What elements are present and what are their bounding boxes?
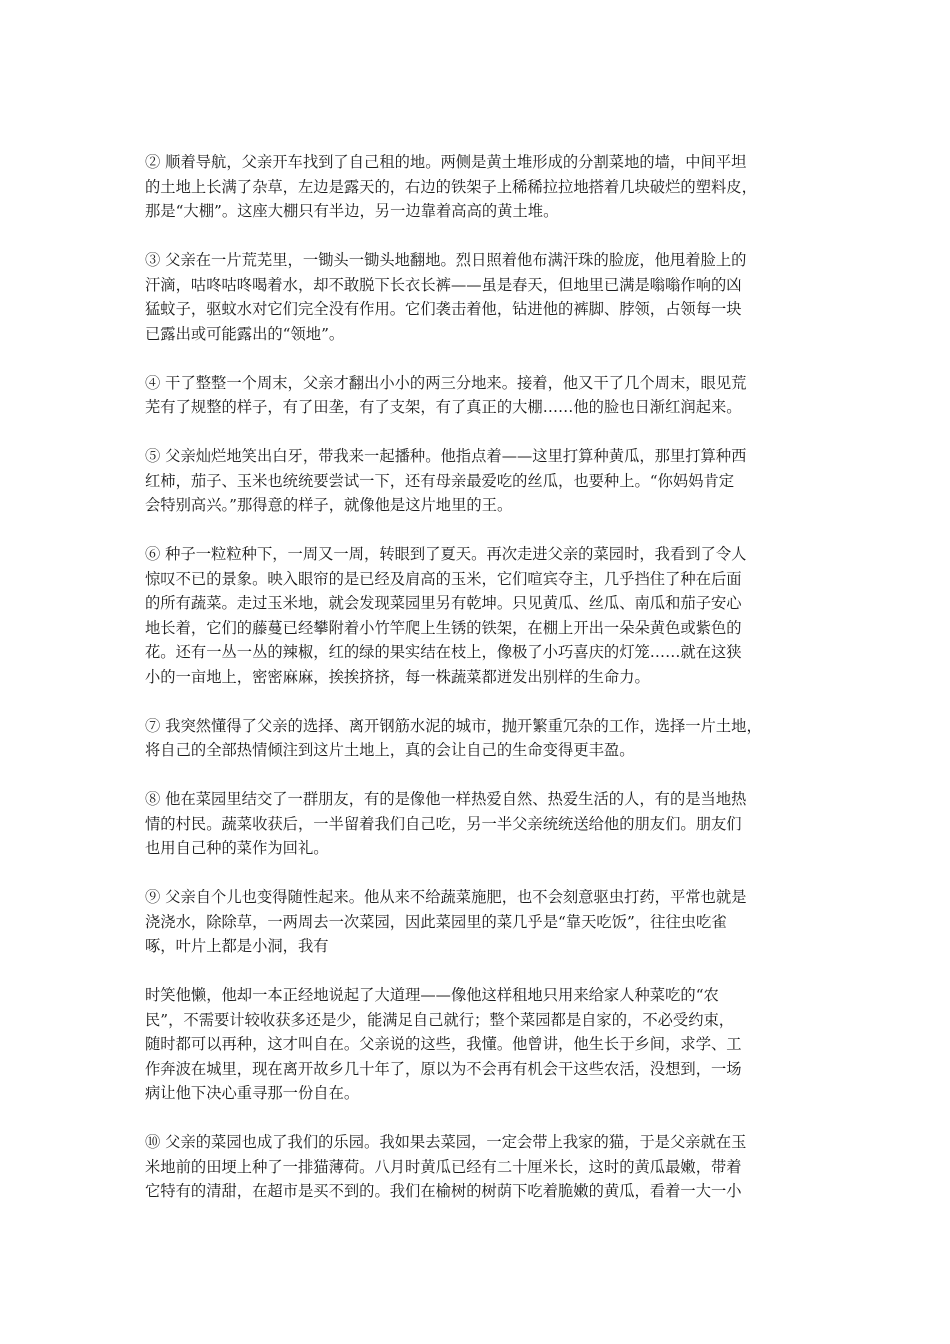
- text-line: 随时都可以再种，这才叫自在。父亲说的这些，我懂。他曾讲，他生长于乡间，求学、工: [145, 1035, 742, 1053]
- text-line: 已露出或可能露出的“领地”。: [145, 324, 345, 343]
- paragraph-9-continued: [145, 983, 810, 1106]
- text-line: 芜有了规整的样子，有了田垄，有了支架，有了真正的大棚……他的脸也日渐红润起来。: [145, 398, 742, 416]
- text-line: 作奔波在城里，现在离开故乡几十年了，原以为不会再有机会干这些农活，没想到，一场: [145, 1059, 742, 1078]
- text-line: ⑥ 种子一粒粒种下，一周又一周，转眼到了夏天。再次走进父亲的菜园时，我看到了令人: [145, 545, 747, 563]
- text-line: 将自己的全部热情倾注到这片土地上，真的会让自己的生命变得更丰盈。: [145, 741, 635, 759]
- text-line: 民”，不需要计较收获多还是少，能满足自己就行；整个菜园都是自家的，不必受约束，: [145, 1010, 735, 1029]
- text-line: 浇浇水，除除草，一两周去一次菜园，因此菜园里的菜几乎是“靠天吃饭”，往往虫吃雀: [145, 912, 727, 931]
- paragraph-8: [145, 787, 810, 861]
- text-line: 情的村民。蔬菜收获后，一半留着我们自己吃，另一半父亲统统送给他的朋友们。朋友们: [145, 814, 742, 833]
- paragraph-2: [145, 150, 810, 224]
- article-body: [145, 150, 810, 1228]
- text-line: 的土地上长满了杂草，左边是露天的，右边的铁架子上稀稀拉拉地搭着几块破烂的塑料皮，: [145, 177, 757, 196]
- text-line: ④ 干了整整一个周末，父亲才翻出小小的两三分地来。接着，他又干了几个周末，眼见荒: [145, 373, 747, 392]
- text-line: 它特有的清甜，在超市是买不到的。我们在榆树的树荫下吃着脆嫩的黄瓜，看着一大一小: [145, 1182, 742, 1200]
- text-line: 惊叹不已的景象。映入眼帘的是已经及肩高的玉米，它们喧宾夺主，几乎挡住了种在后面: [145, 569, 742, 588]
- paragraph-9: [145, 885, 810, 959]
- text-line: 汗滴，咕咚咕咚喝着水，却不敢脱下长衣长裤——虽是春天，但地里已满是嗡嗡作响的凶: [145, 275, 742, 294]
- text-line: 啄，叶片上都是小洞，我有: [145, 937, 329, 955]
- text-line: 红柿，茄子、玉米也统统要尝试一下，还有母亲最爱吃的丝瓜，也要种上。“你妈妈肯定: [145, 471, 735, 490]
- text-line: 病让他下决心重寻那一份自在。: [145, 1084, 360, 1102]
- text-line: ⑨ 父亲自个儿也变得随性起来。他从来不给蔬菜施肥，也不会刻意驱虫打药，平常也就是: [145, 888, 747, 906]
- paragraph-3: [145, 248, 810, 346]
- text-line: 的所有蔬菜。走过玉米地，就会发现菜园里另有乾坤。只见黄瓜、丝瓜、南瓜和茄子安心: [145, 594, 742, 612]
- text-line: 花。还有一丛一丛的辣椒，红的绿的果实结在枝上，像极了小巧喜庆的灯笼……就在这狭: [145, 643, 742, 661]
- text-line: ③ 父亲在一片荒芜里，一锄头一锄头地翻地。烈日照着他布满汗珠的脸庞，他甩着脸上的: [145, 251, 747, 269]
- text-line: ⑦ 我突然懂得了父亲的选择、离开钢筋水泥的城市，抛开繁重冗杂的工作，选择一片土地，: [145, 716, 762, 735]
- paragraph-10: [145, 1130, 810, 1204]
- text-line: ⑤ 父亲灿烂地笑出白牙，带我来一起播种。他指点着——这里打算种黄瓜，那里打算种西: [145, 447, 747, 465]
- text-line: 也用自己种的菜作为回礼。: [145, 839, 329, 857]
- paragraph-6: [145, 542, 810, 689]
- text-line: ⑩ 父亲的菜园也成了我们的乐园。我如果去菜园，一定会带上我家的猫，于是父亲就在玉: [145, 1133, 747, 1151]
- text-line: 小的一亩地上，密密麻麻，挨挨挤挤，每一株蔬菜都迸发出别样的生命力。: [145, 667, 650, 686]
- text-line: 那是“大棚”。这座大棚只有半边，另一边靠着高高的黄土堆。: [145, 202, 559, 220]
- text-line: 猛蚊子，驱蚊水对它们完全没有作用。它们袭击着他，钻进他的裤脚、脖领，占领每一块: [145, 300, 742, 318]
- text-line: 米地前的田埂上种了一排猫薄荷。八月时黄瓜已经有二十厘米长，这时的黄瓜最嫩，带着: [145, 1157, 742, 1176]
- text-line: ② 顺着导航，父亲开车找到了自己租的地。两侧是黄土堆形成的分割菜地的墙，中间平坦: [145, 153, 747, 171]
- text-line: ⑧ 他在菜园里结交了一群朋友，有的是像他一样热爱自然、热爱生活的人，有的是当地热: [145, 790, 747, 808]
- paragraph-7: [145, 714, 810, 763]
- text-line: 地长着，它们的藤蔓已经攀附着小竹竿爬上生锈的铁架，在棚上开出一朵朵黄色或紫色的: [145, 618, 742, 637]
- text-line: 会特别高兴。”那得意的样子，就像他是这片地里的王。: [145, 496, 513, 514]
- paragraph-4: [145, 371, 810, 420]
- text-line: 时笑他懒，他却一本正经地说起了大道理——像他这样租地只用来给家人种菜吃的“农: [145, 986, 719, 1004]
- paragraph-5: [145, 444, 810, 518]
